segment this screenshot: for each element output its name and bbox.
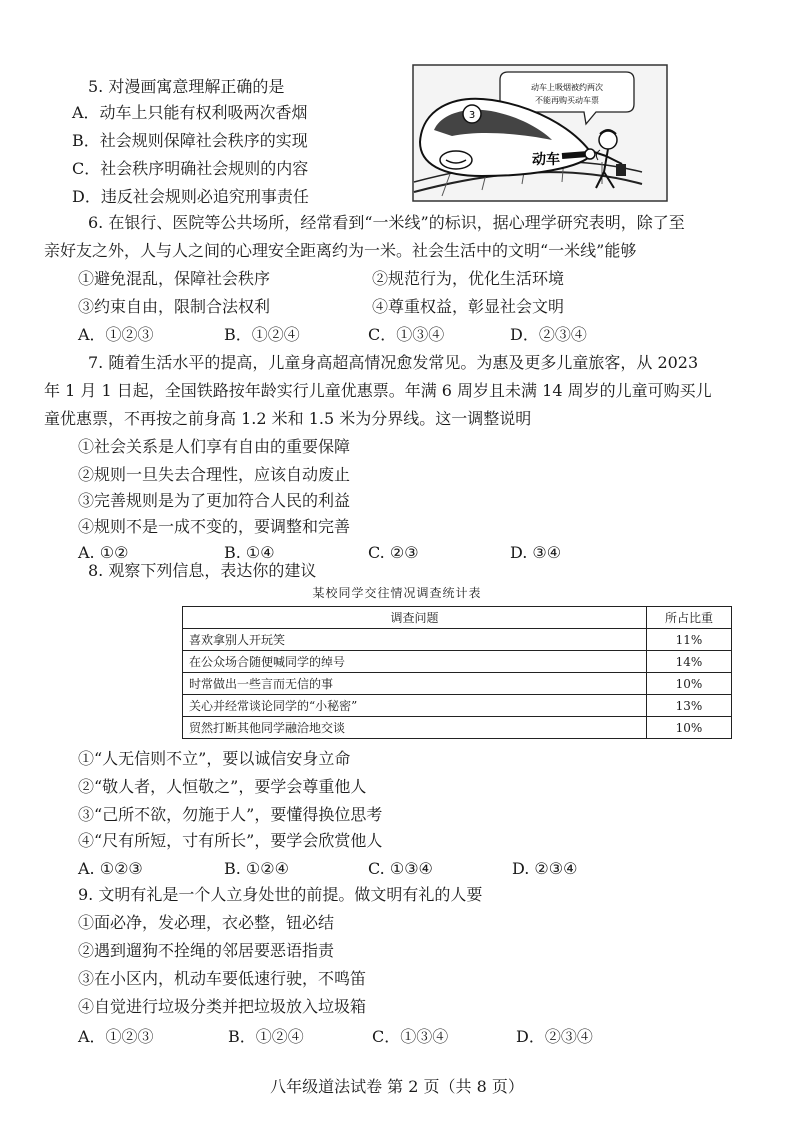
q7-statement-4: ④规则不是一成不变的，要调整和完善	[78, 517, 351, 536]
row-question: 贸然打断其他同学融洽地交谈	[183, 717, 647, 739]
q9-choice-a: A．①②③	[78, 1027, 154, 1046]
q9-choice-b: B．①②④	[228, 1027, 304, 1046]
table-row	[183, 629, 732, 651]
q7-choice-d: D. ③④	[510, 543, 562, 562]
q7-statement-1: ①社会关系是人们享有自由的重要保障	[78, 437, 351, 456]
q9-choice-d: D．②③④	[516, 1027, 593, 1046]
q9-choice-c: C．①③④	[372, 1027, 449, 1046]
q5-stem: 5. 对漫画寓意理解正确的是	[88, 77, 285, 96]
q5-option-a: A．动车上只能有权利吸两次香烟	[72, 103, 308, 122]
q8-choice-d: D. ②③④	[512, 859, 578, 878]
survey-table-title: 某校同学交往情况调查统计表	[312, 586, 482, 600]
row-percentage: 11%	[647, 629, 732, 651]
q8-choice-a: A. ①②③	[78, 859, 143, 878]
survey-table-header	[183, 607, 732, 629]
q5-option-b: B．社会规则保障社会秩序的实现	[72, 131, 308, 150]
header-percentage: 所占比重	[647, 607, 732, 629]
q6-stem-line-1: 6. 在银行、医院等公共场所，经常看到“一米线”的标识，据心理学研究表明，除了至	[88, 213, 685, 232]
speech-line-2: 不能再购买动车票	[535, 96, 599, 105]
q6-statement-2: ②规范行为，优化生活环境	[372, 269, 565, 288]
q8-choice-c: C. ①③④	[368, 859, 433, 878]
table-row	[183, 651, 732, 673]
row-question: 时常做出一些言而无信的事	[183, 673, 647, 695]
q8-statement-4: ④“尺有所短，寸有所长”，要学会欣赏他人	[78, 831, 383, 850]
q7-stem-line-3: 童优惠票，不再按之前身高 1.2 米和 1.5 米为分界线。这一调整说明	[44, 409, 532, 428]
row-question: 在公众场合随便喊同学的绰号	[183, 651, 647, 673]
survey-table	[182, 606, 732, 739]
q6-statement-1: ①避免混乱，保障社会秩序	[78, 269, 271, 288]
q5-option-c: C．社会秩序明确社会规则的内容	[72, 159, 309, 178]
q8-stem: 8. 观察下列信息，表达你的建议	[88, 561, 317, 580]
q9-statement-4: ④自觉进行垃圾分类并把垃圾放入垃圾箱	[78, 997, 367, 1016]
header-question: 调查问题	[183, 607, 647, 629]
train-number: 3	[468, 110, 476, 121]
q8-choice-b: B. ①②④	[224, 859, 289, 878]
speech-line-1: 动车上吸烟被约两次	[531, 83, 603, 92]
q9-stem: 9. 文明有礼是一个人立身处世的前提。做文明有礼的人要	[78, 885, 483, 904]
q8-statement-1: ①“人无信则不立”，要以诚信安身立命	[78, 749, 351, 768]
q6-choice-c: C．①③④	[368, 325, 445, 344]
q6-choice-d: D．②③④	[510, 325, 587, 344]
row-percentage: 13%	[647, 695, 732, 717]
table-row	[183, 717, 732, 739]
q8-statement-2: ②“敬人者，人恒敬之”，要学会尊重他人	[78, 777, 367, 796]
q9-statement-1: ①面必净，发必理，衣必整，钮必结	[78, 913, 335, 932]
q7-choice-a: A. ①②	[78, 543, 129, 562]
row-question: 关心并经常谈论同学的“小秘密”	[183, 695, 647, 717]
row-question: 喜欢拿别人开玩笑	[183, 629, 647, 651]
q6-statement-3: ③约束自由，限制合法权利	[78, 297, 271, 316]
q6-choice-a: A．①②③	[78, 325, 154, 344]
q7-choice-b: B. ①④	[224, 543, 275, 562]
q7-statement-3: ③完善规则是为了更加符合人民的利益	[78, 491, 351, 510]
page-footer: 八年级道法试卷 第 2 页（共 8 页）	[270, 1077, 524, 1096]
q6-statement-4: ④尊重权益，彰显社会文明	[372, 297, 565, 316]
cartoon-illustration	[412, 64, 668, 202]
row-percentage: 10%	[647, 717, 732, 739]
q5-option-d: D．违反社会规则必追究刑事责任	[72, 187, 309, 206]
table-row	[183, 695, 732, 717]
train-label: 动车	[532, 152, 560, 168]
q7-stem-line-2: 年 1 月 1 日起，全国铁路按年龄实行儿童优惠票。年满 6 周岁且未满 14 周岁的儿童可购买儿	[44, 381, 712, 400]
q7-stem-line-1: 7. 随着生活水平的提高，儿童身高超高情况愈发常见。为惠及更多儿童旅客，从 2023	[88, 353, 699, 372]
q6-stem-line-2: 亲好友之外，人与人之间的心理安全距离约为一米。社会生活中的文明“一米线”能够	[44, 241, 637, 260]
row-percentage: 10%	[647, 673, 732, 695]
row-percentage: 14%	[647, 651, 732, 673]
q7-statement-2: ②规则一旦失去合理性，应该自动废止	[78, 465, 351, 484]
q7-choice-c: C. ②③	[368, 543, 419, 562]
q9-statement-3: ③在小区内，机动车要低速行驶，不鸣笛	[78, 969, 367, 988]
table-row	[183, 673, 732, 695]
q6-choice-b: B．①②④	[224, 325, 300, 344]
q9-statement-2: ②遇到遛狗不拴绳的邻居要恶语指责	[78, 941, 335, 960]
q8-statement-3: ③“己所不欲，勿施于人”，要懂得换位思考	[78, 805, 383, 824]
